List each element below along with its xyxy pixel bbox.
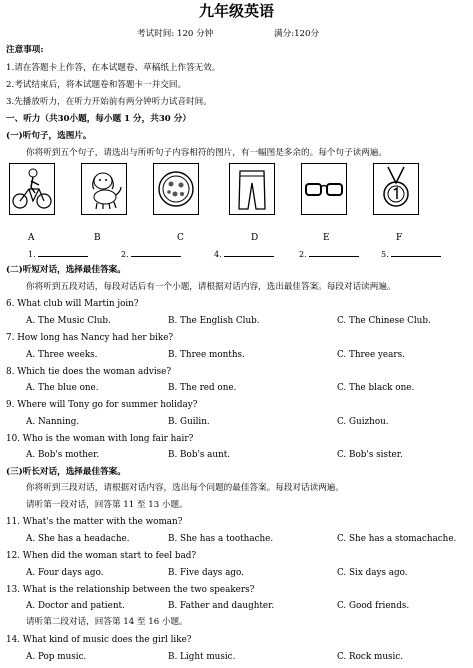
option-c: C. Guizhou. bbox=[337, 417, 389, 427]
answer-blank[interactable]: 2. bbox=[299, 249, 359, 259]
option-b: B. Three months. bbox=[168, 350, 245, 360]
option-b: B. The English Club. bbox=[168, 316, 260, 326]
answer-blank[interactable]: 4. bbox=[214, 249, 274, 259]
sec1-instruction: 你将听到五个句子，请选出与所听句子内容相符的图片，有一幅图是多余的。每个句子读两遍。 bbox=[26, 148, 387, 158]
option-a: A. Doctor and patient. bbox=[26, 601, 125, 611]
sec3-sub-instruction: 请听第一段对话，回答第 11 至 13 小题。 bbox=[26, 500, 188, 510]
picture-letter: D bbox=[251, 233, 259, 243]
question: 10. Who is the woman with long fair hair? bbox=[6, 434, 194, 444]
question: 8. Which tie does the woman advise? bbox=[6, 367, 172, 377]
question: 12. When did the woman start to feel bad? bbox=[6, 551, 197, 561]
notes-heading: 注意事项: bbox=[6, 45, 44, 55]
option-a: A. Bob's mother. bbox=[26, 450, 100, 460]
full-score: 满分:120分 bbox=[274, 29, 320, 39]
question: 7. How long has Nancy had her bike? bbox=[6, 333, 174, 343]
option-a: A. Nanning. bbox=[26, 417, 80, 427]
question: 13. What is the relationship between the two speakers? bbox=[6, 585, 255, 595]
question: 11. What's the matter with the woman? bbox=[6, 517, 183, 527]
dog-icon bbox=[81, 163, 127, 215]
note-item: 2.考试结束后，将本试题卷和答题卡一并交回。 bbox=[6, 80, 187, 90]
option-a: A. Pop music. bbox=[26, 652, 87, 662]
question: 6. What club will Martin join? bbox=[6, 299, 139, 309]
option-a: A. Four days ago. bbox=[26, 568, 104, 578]
note-item: 1.请在答题卡上作答，在本试题卷、草稿纸上作答无效。 bbox=[6, 63, 221, 73]
option-c: C. Six days ago. bbox=[337, 568, 408, 578]
sec3-heading: (三)听长对话，选择最佳答案。 bbox=[6, 467, 126, 477]
cyclist-icon bbox=[9, 163, 55, 215]
option-b: B. Light music. bbox=[168, 652, 236, 662]
medal-icon bbox=[373, 163, 419, 215]
picture-letter: C bbox=[177, 233, 184, 243]
question: 9. Where will Tony go for summer holiday? bbox=[6, 400, 198, 410]
sec1-heading: (一)听句子，选图片。 bbox=[6, 131, 92, 141]
picture-letter: F bbox=[396, 233, 403, 243]
option-b: B. The red one. bbox=[168, 383, 237, 393]
option-b: B. She has a toothache. bbox=[168, 534, 274, 544]
sec3-sub-instruction: 请听第二段对话，回答第 14 至 16 小题。 bbox=[26, 617, 188, 627]
exam-time: 考试时间: 120 分钟 bbox=[137, 29, 214, 39]
picture-letter: E bbox=[323, 233, 330, 243]
sec2-instruction: 你将听到五段对话，每段对话后有一个小题，请根据对话内容，选出最佳答案。每段对话读两遍。 bbox=[26, 282, 396, 292]
option-c: C. The Chinese Club. bbox=[337, 316, 431, 326]
picture-letter: B bbox=[94, 233, 101, 243]
trousers-icon bbox=[229, 163, 275, 215]
sec2-heading: (二)听短对话，选择最佳答案。 bbox=[6, 265, 126, 275]
option-c: C. Three years. bbox=[337, 350, 405, 360]
picture-letter: A bbox=[28, 233, 35, 243]
glasses-icon bbox=[301, 163, 347, 215]
option-b: B. Five days ago. bbox=[168, 568, 244, 578]
option-c: C. The black one. bbox=[337, 383, 415, 393]
note-item: 3.先播放听力，在听力开始前有两分钟听力试音时间。 bbox=[6, 97, 212, 107]
option-c: C. Rock music. bbox=[337, 652, 404, 662]
part1-heading: 一、听力（共30小题，每小题 1 分，共30 分） bbox=[6, 114, 191, 124]
option-a: A. The Music Club. bbox=[26, 316, 111, 326]
option-a: A. She has a headache. bbox=[26, 534, 130, 544]
option-b: B. Father and daughter. bbox=[168, 601, 275, 611]
question: 14. What kind of music does the girl like? bbox=[6, 635, 192, 645]
option-a: A. The blue one. bbox=[26, 383, 99, 393]
option-c: C. Good friends. bbox=[337, 601, 410, 611]
option-a: A. Three weeks. bbox=[26, 350, 98, 360]
sec3-instruction: 你将听到三段对话，请根据对话内容，选出每个问题的最佳答案。每段对话读两遍。 bbox=[26, 483, 344, 493]
option-c: C. Bob's sister. bbox=[337, 450, 403, 460]
option-b: B. Bob's aunt. bbox=[168, 450, 231, 460]
answer-blank[interactable]: 1. bbox=[28, 249, 88, 259]
option-b: B. Guilin. bbox=[168, 417, 210, 427]
answer-blank[interactable]: 5. bbox=[381, 249, 441, 259]
option-c: C. She has a stomachache. bbox=[337, 534, 457, 544]
page-title: 九年级英语 bbox=[198, 2, 274, 20]
pizza-icon bbox=[153, 163, 199, 215]
answer-blank[interactable]: 2. bbox=[121, 249, 181, 259]
